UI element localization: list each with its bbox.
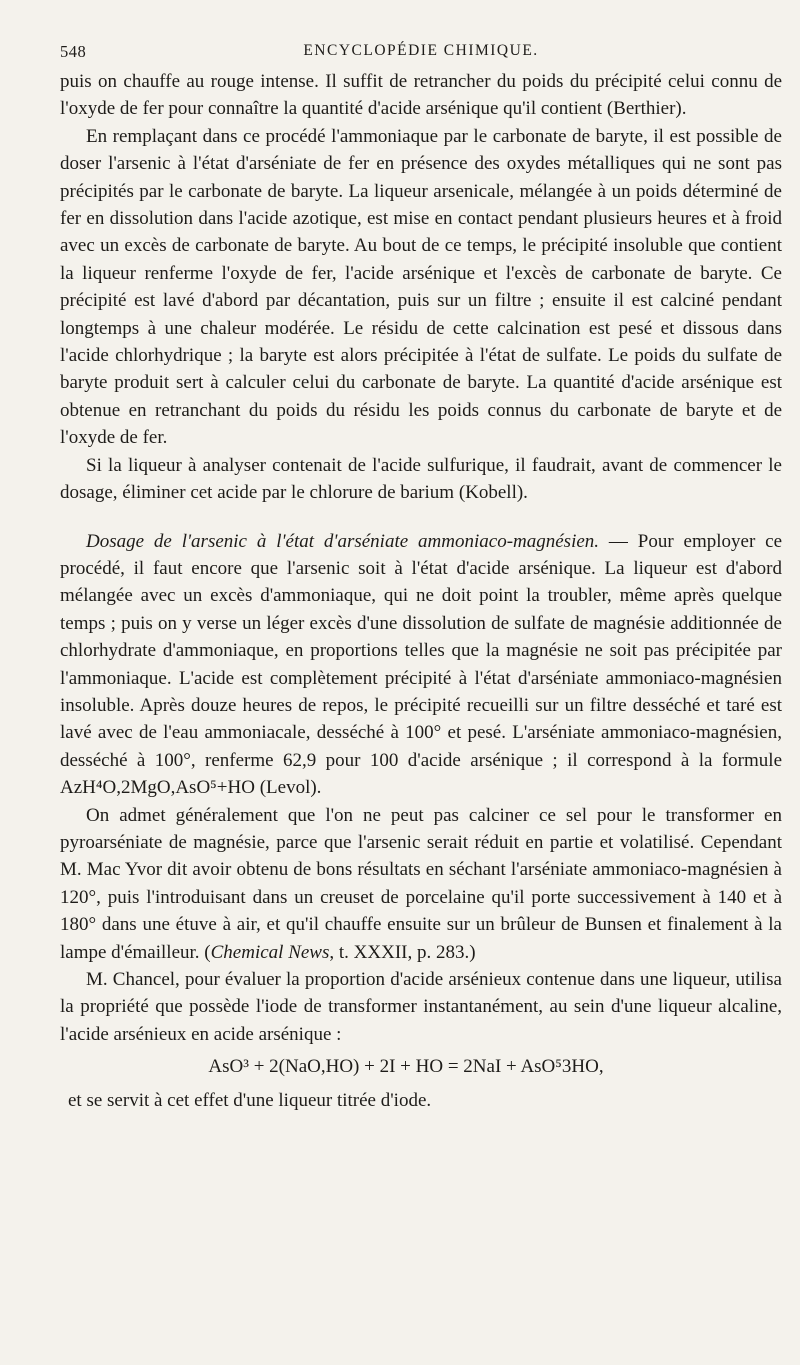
running-title: ENCYCLOPÉDIE CHIMIQUE. xyxy=(303,42,539,59)
reference-journal: Chemical News xyxy=(210,941,330,963)
paragraph-berthier: puis on chauffe au rouge intense. Il suffit de retrancher du poids du précipité celui connu de l'oxyde de fer pour connaître la quantité d'acide arsénique qu'il contient (Berthier). xyxy=(60,71,782,120)
page-number: 548 xyxy=(60,42,87,61)
reference-open: ( xyxy=(199,941,211,963)
section-title: Dosage de l'arsenic à l'état d'arséniate ammoniaco-magnésien. xyxy=(86,530,600,552)
paragraph-mac-yvor xyxy=(60,802,782,966)
section-body: Pour employer ce procédé, il faut encore que l'arsenic soit à l'état d'acide arsénique. La liqueur est d'abord mélangée avec un excès d'ammoniaque, qui ne doit point la troubler, même après quelque temps ; puis on y verse un léger excès d'une dissolution de sulfate de magnésie additionnée de chlorhydrate d'ammoniaque, en proportions telles que la magnésie ne soit pas précipitée par l'ammoniaque. L'acide est complètement précipité à l'état d'arséniate ammoniaco-magnésien insoluble. Après douze heures de repos, le précipité recueilli sur un filtre desséché et taré est lavé avec de l'eau ammoniacale, desséché à 100° et pesé. L'arséniate ammoniaco-magnésien, desséché à 100°, renferme 62,9 pour 100 d'acide arsénique ; il correspond à la formule AzH⁴O,2MgO,AsO⁵+HO (Levol). xyxy=(60,530,783,799)
paragraph-chancel: M. Chancel, pour évaluer la proportion d'acide arsénieux contenue dans une liqueur, utilisa la propriété que possède l'iode de transformer instantanément, au sein d'une liqueur alcaline, l'acide arsénieux en acide arsénique : xyxy=(60,969,782,1045)
paragraph-kobell: Si la liqueur à analyser contenait de l'acide sulfurique, il faudrait, avant de commencer le dosage, éliminer cet acide par le chlorure de barium (Kobell). xyxy=(60,454,782,504)
paragraph-mac-yvor-text: On admet généralement que l'on ne peut pas calciner ce sel pour le transformer en pyroarséniate de magnésie, parce que l'arsenic serait réduit en partie et volatilisé. Cependant M. Mac Yvor dit avoir obtenu de bons résultats en séchant l'arséniate ammoniaco-magnésien à 120°, puis l'introduisant dans un creuset de porcelaine qu'il porte successivement à 140 et à 180° dans une étuve à air, et qu'il chauffe ensuite sur un brûleur de Bunsen et finalement à la lampe d'émailleur. xyxy=(60,804,782,963)
section-dash: — xyxy=(599,530,638,552)
paragraph-baryte-method: En remplaçant dans ce procédé l'ammoniaque par le carbonate de baryte, il est possible de doser l'arsenic à l'état d'arséniate de fer en présence des oxydes métalliques qui ne sont pas précipités par le carbonate de baryte. La liqueur arsenicale, mélangée à un poids déterminé de fer en dissolution dans l'acide azotique, est mise en contact pendant plusieurs heures et à froid avec un excès de carbonate de baryte. Au bout de ce temps, le précipité insoluble que contient la liqueur renferme l'oxyde de fer, l'acide arsénique et l'excès de carbonate de baryte. Ce précipité est lavé d'abord par décantation, puis sur un filtre ; ensuite il est calciné pendant longtemps à une chaleur modérée. Le résidu de cette calcination est pesé et dissous dans l'acide chlorhydrique ; la baryte est alors précipitée à l'état de sulfate. Le poids du sulfate de baryte produit sert à calculer celui du carbonate de baryte. La quantité d'acide arsénique est obtenue en retranchant du poids du résidu les poids connus du carbonate de baryte et de l'oxyde de fer. xyxy=(60,125,782,449)
reference-details: , t. XXXII, p. 283.) xyxy=(329,941,476,963)
section-ammoniaco-magnesien xyxy=(60,528,782,802)
page-header xyxy=(60,40,782,68)
closing-line: et se servit à cet effet d'une liqueur titrée d'iode. xyxy=(68,1089,432,1111)
page-body xyxy=(60,68,782,1114)
book-page xyxy=(60,40,782,1340)
chemical-equation: AsO³ + 2(NaO,HO) + 2I + HO = 2NaI + AsO⁵3HO, xyxy=(208,1056,604,1078)
